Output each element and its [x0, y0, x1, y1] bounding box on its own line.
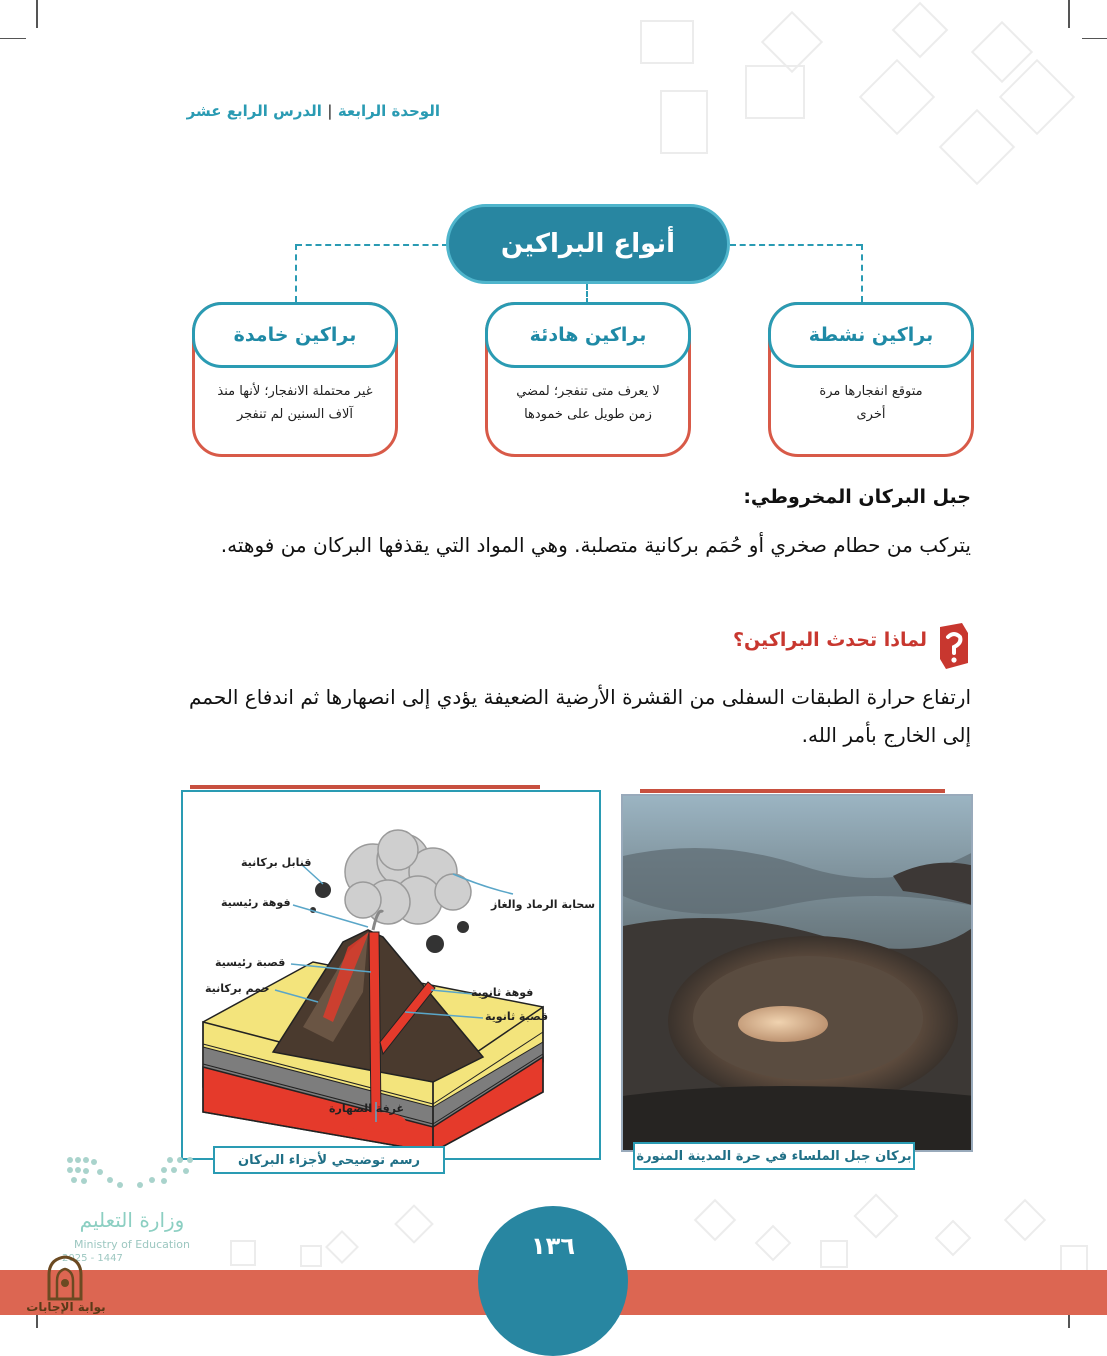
photo-caption: بركان جبل الملساء في حرة المدينة المنورة: [633, 1142, 915, 1170]
type-name: براكين نشطة: [768, 302, 974, 368]
label-secondary-vent: فوهة ثانوية: [471, 986, 534, 999]
crop-mark: [1082, 38, 1107, 39]
question-title: لماذا تحدث البراكين؟: [732, 629, 927, 651]
label-ash-cloud: سحابة الرماد والغاز: [491, 898, 596, 911]
connector-line: [730, 244, 862, 246]
label-secondary-pipe: قصبة ثانوية: [485, 1010, 549, 1023]
crop-mark: [0, 38, 26, 39]
figure-accent-strip: [640, 789, 945, 793]
lesson-label: الدرس الرابع عشر: [186, 102, 322, 120]
type-description: متوقع انفجارها مرة أخرى: [819, 384, 923, 422]
label-bombs: قنابل بركانية: [241, 856, 312, 869]
section-body: يتركب من حطام صخري أو حُمَم بركانية متصلبة. وهي المواد التي يقذفها البركان من فوهته.: [220, 533, 971, 557]
label-lava: حمم بركانية: [205, 982, 270, 995]
concept-map-title: أنواع البراكين: [446, 204, 730, 284]
label-main-vent: فوهة رئيسية: [221, 896, 291, 909]
type-box-extinct: [192, 302, 398, 457]
volcano-diagram-frame: [181, 790, 601, 1160]
type-description: غير محتملة الانفجار؛ لأنها منذ آلاف السنين لم تنفجر: [217, 384, 373, 422]
page-number: ١٣٦: [478, 1206, 628, 1356]
crop-mark: [1068, 0, 1070, 28]
header-separator: |: [327, 102, 333, 120]
type-name: براكين هادئة: [485, 302, 691, 368]
label-magma-chamber: غرفة الصهارة: [329, 1102, 405, 1115]
crop-mark: [36, 0, 38, 28]
ministry-year: 2025 - 1447: [62, 1253, 123, 1264]
connector-line: [861, 244, 863, 302]
crater-photo: [623, 796, 973, 1152]
ministry-name-ar: وزارة التعليم: [79, 1208, 185, 1232]
watermark-text: بوابة الإجابات: [26, 1300, 106, 1314]
type-description: لا يعرف متى تنفجر؛ لمضي زمن طويل على خمودها: [516, 384, 660, 422]
volcano-photo: [621, 794, 973, 1152]
question-answer: ارتفاع حرارة الطبقات السفلى من القشرة الأرضية الضعيفة يؤدي إلى انصهارها ثم اندفاع الحمم إلى الخارج بأمر الله.: [188, 685, 971, 747]
type-box-active: [768, 302, 974, 457]
ministry-name-en: Ministry of Education: [73, 1238, 190, 1251]
connector-line: [296, 244, 448, 246]
ministry-logo: [60, 1150, 210, 1270]
ministry-emblem-icon: [60, 1150, 200, 1200]
diagram-caption: رسم توضيحي لأجزاء البركان: [213, 1146, 445, 1174]
type-name: براكين خامدة: [192, 302, 398, 368]
question-mark-icon: [938, 623, 970, 669]
watermark-logo-icon: [45, 1255, 85, 1301]
label-main-pipe: قصبة رئيسية: [215, 956, 286, 969]
lesson-header: [180, 102, 440, 120]
connector-line: [295, 244, 297, 302]
section-heading: جبل البركان المخروطي:: [743, 486, 971, 508]
figure-accent-strip: [190, 785, 540, 789]
unit-label: الوحدة الرابعة: [337, 102, 440, 120]
connector-line: [586, 284, 588, 304]
type-box-dormant: [485, 302, 691, 457]
